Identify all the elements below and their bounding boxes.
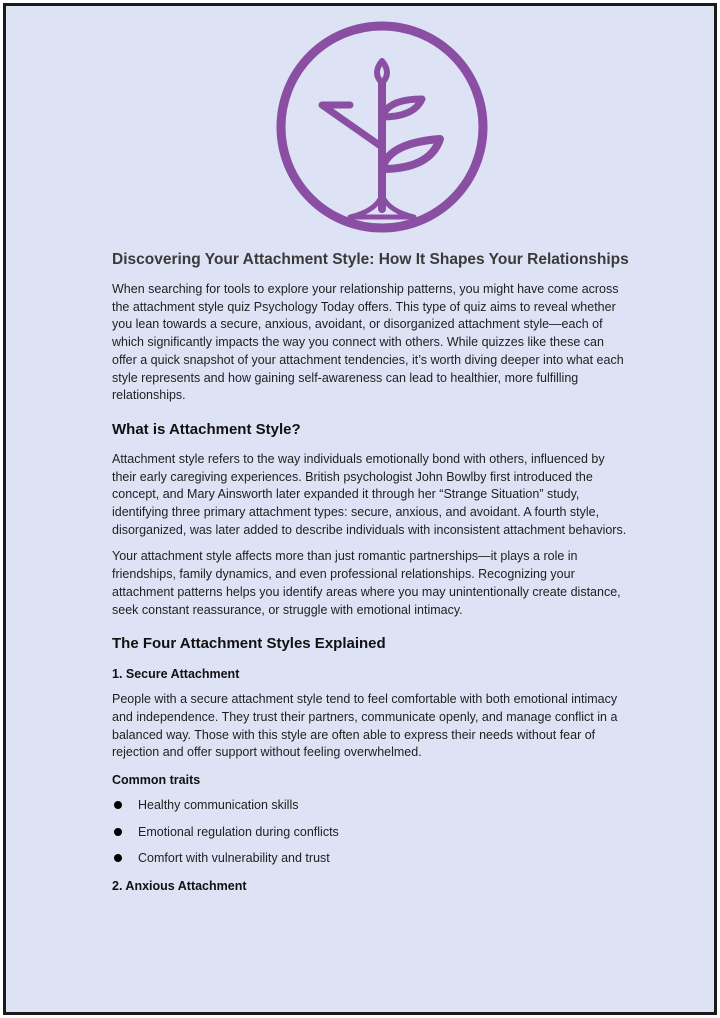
trait-text: Healthy communication skills: [138, 798, 299, 813]
section-paragraph: Your attachment style affects more than just romantic partnerships—it plays a role in friendships, family dynamics, and even professional relationships. Recognizing your attachment patterns helps you identify areas where you may unintentionally create distance, seek constant reassurance, or struggle with emotional intimacy.: [112, 549, 621, 617]
bullet-icon: [114, 828, 122, 836]
bullet-icon: [114, 801, 122, 809]
section-paragraph: Attachment style refers to the way individuals emotionally bond with others, influenced by their early caregiving experiences. British psychologist John Bowlby first introduced the concept, and Mary Ainsworth later expanded it through her “Strange Situation” study, identifying three primary attachment types: secure, anxious, and avoidant. A fourth style, disorganized, was later added to describe individuals with inconsistent attachment behaviors.: [112, 451, 627, 537]
trait-text: Comfort with vulnerability and trust: [138, 851, 330, 866]
plant-in-circle-logo: [272, 17, 492, 237]
section-heading-what-is: What is Attachment Style?: [112, 420, 301, 438]
list-item: [112, 850, 632, 867]
traits-label: Common traits: [112, 773, 201, 788]
list-item: [112, 824, 632, 841]
list-item: [112, 797, 632, 814]
section-heading-four-styles: The Four Attachment Styles Explained: [112, 635, 386, 653]
article-title: Discovering Your Attachment Style: How It Shapes Your Relationships: [112, 251, 629, 268]
intro-paragraph: When searching for tools to explore your relationship patterns, you might have come across the attachment style quiz Psychology Today offers. This type of quiz aims to reveal whether you lean towards a secure, anxious, avoidant, or disorganized attachment style—each of which significantly impacts the way you connect with others. While quizzes like these can offer a quick snapshot of your attachment tendencies, it’s worth diving deeper into what each style represents and how gaining self-awareness can lead to healthier, more fulfilling relationships.: [112, 282, 624, 403]
bullet-icon: [114, 854, 122, 862]
subheading-secure: 1. Secure Attachment: [112, 667, 240, 682]
traits-list: [112, 797, 632, 867]
article-body: [112, 249, 632, 903]
secure-paragraph: People with a secure attachment style tend to feel comfortable with both emotional intimacy and independence. They trust their partners, communicate openly, and manage conflict in a balanced way. Those with this style are often able to express their needs without fear of rejection and offer support without feeling overwhelmed.: [112, 692, 618, 760]
trait-text: Emotional regulation during conflicts: [138, 824, 339, 839]
subheading-anxious: 2. Anxious Attachment: [112, 879, 247, 894]
document-page: [3, 3, 717, 1015]
